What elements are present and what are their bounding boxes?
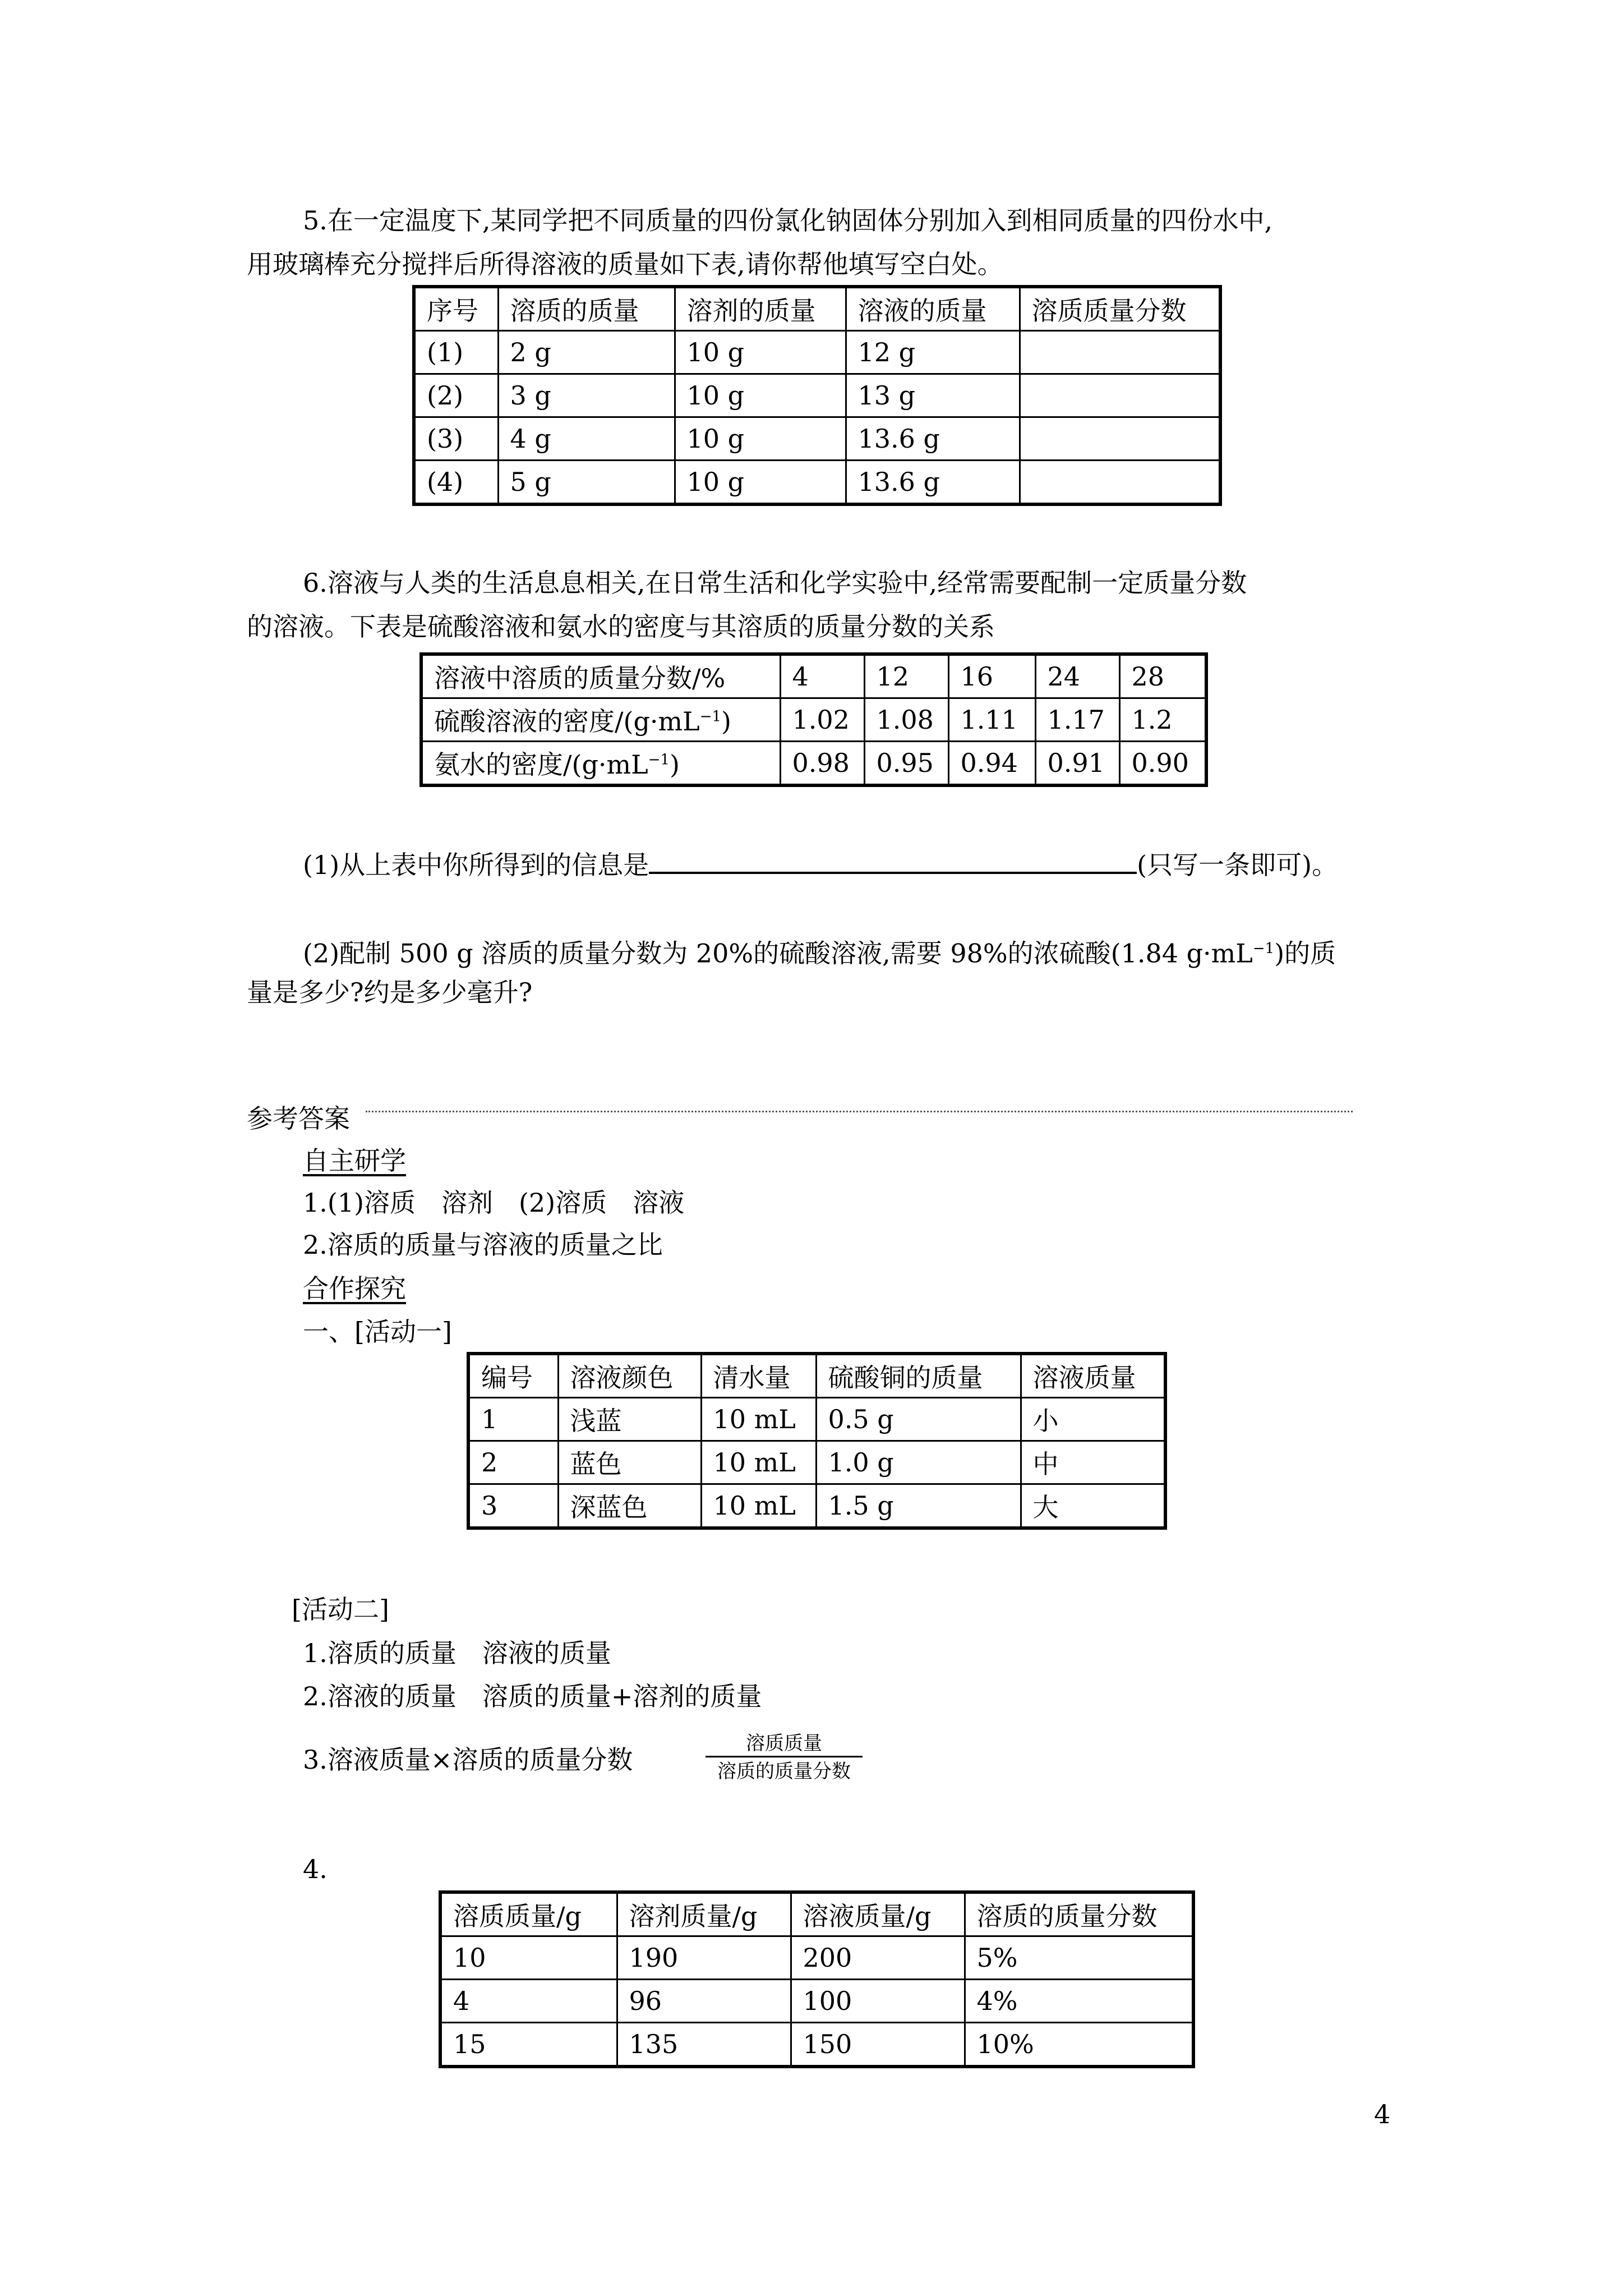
- q5-line-1: 5.在一定温度下,某同学把不同质量的四份氯化钠固体分别加入到相同质量的四份水中,: [303, 205, 1273, 236]
- table-cell: (3): [414, 417, 498, 461]
- activity1-table: [467, 1352, 1167, 1530]
- table-cell: 200: [791, 1936, 965, 1980]
- table-cell: 4%: [965, 1980, 1193, 2023]
- q6-line-1: 6.溶液与人类的生活息息相关,在日常生活和化学实验中,经常需要配制一定质量分数: [303, 568, 1247, 598]
- table-row: [468, 1398, 1165, 1441]
- table-cell: 10 mL: [701, 1398, 816, 1441]
- table-cell: 13 g: [846, 374, 1020, 417]
- table-cell: 2 g: [498, 331, 675, 374]
- table-row: [414, 461, 1220, 505]
- dotted-divider: [366, 1111, 1353, 1112]
- table-cell: 10 mL: [701, 1441, 816, 1484]
- table-cell: 1.02: [780, 698, 864, 742]
- header-cell: 溶液质量: [1021, 1354, 1165, 1398]
- table-cell: 10%: [965, 2023, 1193, 2067]
- table-cell: 28: [1119, 654, 1206, 698]
- activity-label: [活动二]: [292, 1594, 389, 1625]
- table-cell: 1.11: [948, 698, 1035, 742]
- table-cell: 0.94: [948, 742, 1035, 786]
- q6-sub2-line-2: 量是多少?约是多少毫升?: [247, 977, 533, 1007]
- table-row: [468, 1484, 1165, 1529]
- blank-cell: [1020, 461, 1220, 505]
- row-label: 硫酸溶液的密度$/(g\cdot mL^{-1})$: [421, 698, 780, 742]
- row-label: 溶液中溶质的质量分数/%: [421, 654, 780, 698]
- table-cell: 1.0 g: [816, 1441, 1021, 1484]
- table-cell: 15: [440, 2023, 617, 2067]
- row-label: 氨水的密度$/(g\cdot mL^{-1})$: [421, 742, 780, 786]
- table-cell: 0.91: [1035, 742, 1119, 786]
- table-cell: 10 g: [675, 331, 846, 374]
- table-row: [414, 331, 1220, 374]
- answer-line: 2.溶质的质量与溶液的质量之比: [303, 1230, 663, 1260]
- blank-cell: [1020, 417, 1220, 461]
- table-cell: 13.6 g: [846, 417, 1020, 461]
- fraction-numerator: 溶质质量: [746, 1732, 822, 1755]
- table-cell: 1.5 g: [816, 1484, 1021, 1529]
- header-cell: 溶液的质量: [846, 287, 1020, 331]
- blank-cell: [1020, 374, 1220, 417]
- answer-line: 4.: [303, 1854, 328, 1884]
- header-cell: 溶质的质量分数: [965, 1892, 1193, 1936]
- q6-sub1-prefix: (1)从上表中你所得到的信息是: [303, 850, 649, 880]
- table-cell: 190: [617, 1936, 791, 1980]
- table-cell: 12 g: [846, 331, 1020, 374]
- table-row: [414, 417, 1220, 461]
- table-row: [421, 742, 1206, 786]
- table-cell: 24: [1035, 654, 1119, 698]
- table-row: [440, 1936, 1193, 1980]
- table-row: [440, 2023, 1193, 2067]
- q5-table: [412, 285, 1222, 506]
- table-cell: (4): [414, 461, 498, 505]
- table-cell: 96: [617, 1980, 791, 2023]
- q5-line-2: 用玻璃棒充分搅拌后所得溶液的质量如下表,请你帮他填写空白处。: [247, 249, 1003, 279]
- header-cell: 溶剂的质量: [675, 287, 846, 331]
- q6-sub1-suffix: (只写一条即可)。: [1137, 850, 1338, 880]
- table-header-row: [440, 1892, 1193, 1936]
- section-heading: 合作探究: [303, 1273, 406, 1304]
- table-cell: 1.17: [1035, 698, 1119, 742]
- table-cell: 100: [791, 1980, 965, 2023]
- fraction-bar: [706, 1756, 863, 1757]
- table-cell: (1): [414, 331, 498, 374]
- answer-line: 1.(1)溶质 溶剂 (2)溶质 溶液: [303, 1188, 685, 1218]
- header-cell: 溶剂质量/g: [617, 1892, 791, 1936]
- table-cell: 5%: [965, 1936, 1193, 1980]
- table-row: [440, 1980, 1193, 2023]
- table-cell: 0.90: [1119, 742, 1206, 786]
- fraction-denominator: 溶质的质量分数: [717, 1760, 851, 1783]
- table-cell: 0.5 g: [816, 1398, 1021, 1441]
- table-row: [421, 698, 1206, 742]
- table-header-row: [468, 1354, 1165, 1398]
- answer-line: 1.溶质的质量 溶液的质量: [303, 1638, 611, 1668]
- answers-title: 参考答案: [247, 1103, 350, 1134]
- header-cell: 溶液颜色: [558, 1354, 701, 1398]
- header-cell: 硫酸铜的质量: [816, 1354, 1021, 1398]
- table-cell: 10 g: [675, 417, 846, 461]
- table-cell: 150: [791, 2023, 965, 2067]
- table-row: [414, 374, 1220, 417]
- table-cell: 135: [617, 2023, 791, 2067]
- q6-sub1: [303, 846, 1338, 881]
- table-cell: 0.98: [780, 742, 864, 786]
- table-cell: 10: [440, 1936, 617, 1980]
- header-cell: 溶质的质量: [498, 287, 675, 331]
- header-cell: 编号: [468, 1354, 558, 1398]
- table-cell: (2): [414, 374, 498, 417]
- header-cell: 序号: [414, 287, 498, 331]
- answer-blank[interactable]: [649, 846, 1137, 874]
- table-cell: 大: [1021, 1484, 1165, 1529]
- table-cell: 1: [468, 1398, 558, 1441]
- blank-cell: [1020, 331, 1220, 374]
- header-cell: 清水量: [701, 1354, 816, 1398]
- table-cell: 浅蓝: [558, 1398, 701, 1441]
- q6-sub2-line-1: (2)配制 500 g 溶质的质量分数为 20%的硫酸溶液,需要 98%的浓硫酸(1.84 $g\cdot mL^{-1}$)的质: [303, 938, 1336, 969]
- section-heading: 自主研学: [303, 1145, 406, 1176]
- table-cell: 4: [440, 1980, 617, 2023]
- table-cell: 16: [948, 654, 1035, 698]
- table-cell: 1.2: [1119, 698, 1206, 742]
- table-cell: 蓝色: [558, 1441, 701, 1484]
- activity-label: 一、[活动一]: [303, 1317, 452, 1347]
- table-cell: 小: [1021, 1398, 1165, 1441]
- table-cell: 10 mL: [701, 1484, 816, 1529]
- table-cell: 3 g: [498, 374, 675, 417]
- q6-line-2: 的溶液。下表是硫酸溶液和氨水的密度与其溶质的质量分数的关系: [247, 611, 995, 642]
- table-cell: 4 g: [498, 417, 675, 461]
- table-cell: 深蓝色: [558, 1484, 701, 1529]
- header-cell: 溶液质量/g: [791, 1892, 965, 1936]
- table-cell: 13.6 g: [846, 461, 1020, 505]
- table-cell: 3: [468, 1484, 558, 1529]
- table-cell: 1.08: [864, 698, 948, 742]
- answer-line: 3.溶液质量×溶质的质量分数: [303, 1745, 633, 1775]
- table-cell: 5 g: [498, 461, 675, 505]
- page-number: 4: [1374, 2099, 1391, 2129]
- table-cell: 2: [468, 1441, 558, 1484]
- table-header-row: [414, 287, 1220, 331]
- table-cell: 12: [864, 654, 948, 698]
- header-cell: 溶质质量/g: [440, 1892, 617, 1936]
- table-cell: 10 g: [675, 374, 846, 417]
- answer4-table: [439, 1890, 1195, 2068]
- answer-line: 2.溶液的质量 溶质的质量+溶剂的质量: [303, 1681, 762, 1711]
- table-cell: 0.95: [864, 742, 948, 786]
- table-row: [468, 1441, 1165, 1484]
- table-cell: 4: [780, 654, 864, 698]
- table-cell: 中: [1021, 1441, 1165, 1484]
- header-cell: 溶质质量分数: [1020, 287, 1220, 331]
- q6-density-table: [419, 652, 1208, 787]
- table-cell: 10 g: [675, 461, 846, 505]
- table-row: [421, 654, 1206, 698]
